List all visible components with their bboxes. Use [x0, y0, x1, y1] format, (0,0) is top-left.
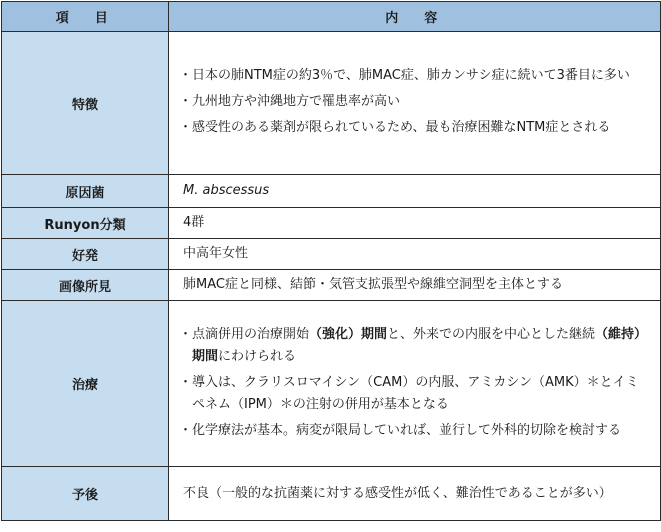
- row-label-runyon: Runyon分類: [2, 208, 169, 239]
- row-label-kouhatsu: 好発: [2, 239, 169, 270]
- row-content-geninkin: M. abscessus: [169, 175, 661, 208]
- row-content-gazo: 肺MAC症と同様、結節・気管支拡張型や線維空洞型を主体とする: [169, 270, 661, 301]
- row-content-tokucho: [169, 32, 661, 175]
- chiryo-text-a: 点滴併用の治療開始: [192, 326, 310, 342]
- chiryo-text-e: にわけられる: [218, 348, 297, 364]
- list-item: ・ 九州地方や沖縄地方で罹患率が高い: [179, 91, 650, 113]
- chiryo-text-b: （強化）期間: [309, 326, 388, 342]
- row-runyon: [2, 208, 661, 239]
- row-tokucho: [2, 32, 661, 175]
- row-label-gazo: 画像所見: [2, 270, 169, 301]
- chiryo-text-c: と、外来での内服を中心とした継続: [387, 326, 596, 342]
- chiryo-text-d: （維持）期間: [192, 326, 648, 364]
- header-content: 内 容: [169, 2, 661, 32]
- chiryo-list: [179, 324, 650, 442]
- row-geninkin: [2, 175, 661, 208]
- tokucho-list: [179, 65, 650, 139]
- table-header-row: [2, 2, 661, 32]
- row-content-kouhatsu: 中高年女性: [169, 239, 661, 270]
- row-gazo: [2, 270, 661, 301]
- list-item: ・ 化学療法が基本。病変が限局していれば、並行して外科的切除を検討する: [179, 420, 650, 442]
- row-label-chiryo: 治療: [2, 301, 169, 467]
- row-label-tokucho: 特徴: [2, 32, 169, 175]
- list-item: ・ 導入は、クラリスロマイシン（CAM）の内服、アミカシン（AMK）＊とイミペネム（IPM）＊の注射の併用が基本となる: [179, 372, 650, 416]
- row-yogo: [2, 467, 661, 521]
- list-item: [179, 324, 650, 368]
- header-item: 項 目: [2, 2, 169, 32]
- row-content-chiryo: [169, 301, 661, 467]
- row-content-runyon: 4群: [169, 208, 661, 239]
- row-content-yogo: 不良（一般的な抗菌薬に対する感受性が低く、難治性であることが多い）: [169, 467, 661, 521]
- list-item: ・ 日本の肺NTM症の約3％で、肺MAC症、肺カンサシ症に続いて3番目に多い: [179, 65, 650, 87]
- row-label-geninkin: 原因菌: [2, 175, 169, 208]
- list-item: ・ 感受性のある薬剤が限られているため、最も治療困難なNTM症とされる: [179, 117, 650, 139]
- row-chiryo: [2, 301, 661, 467]
- row-label-yogo: 予後: [2, 467, 169, 521]
- row-kouhatsu: [2, 239, 661, 270]
- info-table: [1, 1, 661, 521]
